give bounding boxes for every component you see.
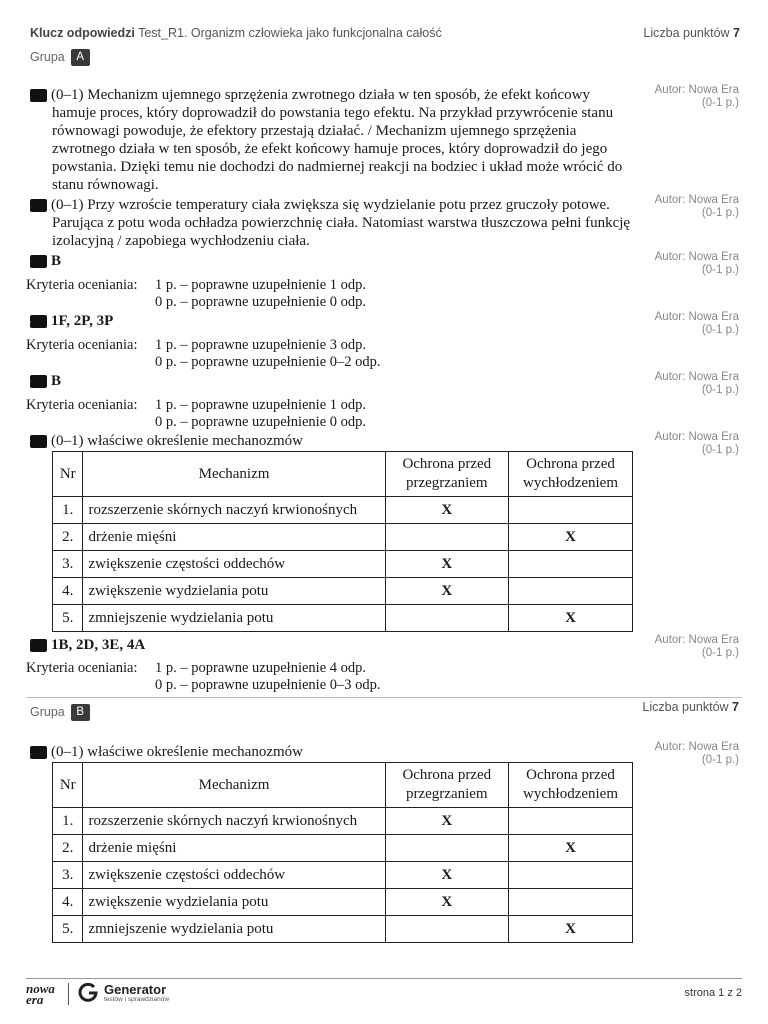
cell-cold xyxy=(509,551,633,578)
question-4-author: Autor: Nowa Era (0-1 p.) xyxy=(654,311,739,336)
cell-mechanism: zwiększenie częstości oddechów xyxy=(83,551,385,578)
cell-heat xyxy=(385,605,508,632)
group-b-points: Liczba punktów 7 xyxy=(642,700,739,714)
cell-mechanism: drżenie mięśni xyxy=(83,835,385,862)
document-title: Klucz odpowiedzi Test_R1. Organizm człowieka jako funkcjonalna całość xyxy=(30,26,442,40)
document-header xyxy=(30,26,740,40)
table-row xyxy=(53,497,633,524)
question-2-author: Autor: Nowa Era (0-1 p.) xyxy=(654,194,739,219)
logo-separator xyxy=(68,983,69,1005)
question-number: 7 xyxy=(30,639,47,652)
cell-cold xyxy=(509,578,633,605)
generator-g-icon xyxy=(78,982,98,1002)
table-row xyxy=(53,835,633,862)
nowa-era-logo: nowa era xyxy=(26,981,55,1007)
question-number: 1 xyxy=(30,746,47,759)
cell-heat: X xyxy=(385,889,508,916)
cell-mechanism: zwiększenie wydzielania potu xyxy=(83,578,385,605)
cell-cold: X xyxy=(509,524,633,551)
question-number: 5 xyxy=(30,375,47,388)
cell-mechanism: zwiększenie częstości oddechów xyxy=(83,862,385,889)
question-1: 1 (0–1) Mechanizm ujemnego sprzężenia zwrotnego działa w ten sposób, że efekt końcowy hamuje proces, który doprowadził do powstania tego efektu. Na przykład przywrócenie stanu równowagi powoduje, że efektory przestają działać. / Mechanizm ujemnego sprzężenia zwrotnego działa w ten sposób, że efekt końcowy hamuje proces, który doprowadził do jego powstania. Dzięki temu nie dochodzi do nadmiernej reakcji na bodziec i układ może wrócić do stanu równowagi. xyxy=(24,87,623,193)
header-cold: Ochrona przed wychłodzeniem xyxy=(509,763,633,808)
table-row xyxy=(53,605,633,632)
question-2: 2 (0–1) Przy wzroście temperatury ciała zwiększa się wydzielanie potu przez gruczoły potowe. Parująca z potu woda ochładza powierzchnię ciała. Natomiast warstwa tłuszczowa pełni funkcję izolacyjną / zapobiega wychłodzeniu ciała. xyxy=(24,197,631,249)
cell-nr: 2. xyxy=(53,524,83,551)
footer-divider xyxy=(26,978,742,979)
mechanism-table-a xyxy=(52,451,633,632)
cell-nr: 5. xyxy=(53,605,83,632)
page-number: strona 1 z 2 xyxy=(684,987,742,999)
answer: 1B, 2D, 3E, 4A xyxy=(51,637,146,653)
cell-mechanism: zwiększenie wydzielania potu xyxy=(83,889,385,916)
header-nr: Nr xyxy=(53,452,83,497)
question-3 xyxy=(24,252,635,270)
cell-cold: X xyxy=(509,835,633,862)
group-b-label: Grupa B xyxy=(30,704,90,721)
group-b-badge: B xyxy=(71,704,90,721)
table-row xyxy=(53,808,633,835)
cell-mechanism: rozszerzenie skórnych naczyń krwionośnych xyxy=(83,808,385,835)
cell-heat: X xyxy=(385,578,508,605)
question-number: 6 xyxy=(30,435,47,448)
cell-nr: 1. xyxy=(53,808,83,835)
group-divider xyxy=(26,697,742,698)
table-row xyxy=(53,551,633,578)
answer: B xyxy=(51,373,62,389)
cell-heat: X xyxy=(385,862,508,889)
cell-cold: X xyxy=(509,605,633,632)
question-3-criteria: Kryteria oceniania: 1 p. – poprawne uzupełnienie 1 odp. 0 p. – poprawne uzupełnienie 0 odp. xyxy=(26,277,367,310)
question-3-author: Autor: Nowa Era (0-1 p.) xyxy=(654,251,739,276)
cell-cold xyxy=(509,862,633,889)
table-row xyxy=(53,862,633,889)
cell-heat: X xyxy=(385,808,508,835)
header-heat: Ochrona przed przegrzaniem xyxy=(385,452,508,497)
question-7-criteria: Kryteria oceniania: 1 p. – poprawne uzupełnienie 4 odp. 0 p. – poprawne uzupełnienie 0–3 odp. xyxy=(26,660,381,693)
cell-heat xyxy=(385,835,508,862)
table-header-row xyxy=(53,452,633,497)
table-header-row xyxy=(53,763,633,808)
question-7 xyxy=(24,636,635,654)
header-mechanism: Mechanizm xyxy=(83,452,385,497)
question-number: 3 xyxy=(30,255,47,268)
question-5-criteria: Kryteria oceniania: 1 p. – poprawne uzupełnienie 1 odp. 0 p. – poprawne uzupełnienie 0 odp. xyxy=(26,397,367,430)
question-b1: 1 (0–1) właściwe określenie mechanozmów xyxy=(24,744,303,760)
cell-nr: 4. xyxy=(53,578,83,605)
question-number: 2 xyxy=(30,199,47,212)
question-1-author: Autor: Nowa Era (0-1 p.) xyxy=(654,84,739,109)
question-6: 6 (0–1) właściwe określenie mechanozmów xyxy=(24,433,303,449)
group-a-badge: A xyxy=(71,49,90,66)
question-5-author: Autor: Nowa Era (0-1 p.) xyxy=(654,371,739,396)
cell-nr: 2. xyxy=(53,835,83,862)
question-4-criteria: Kryteria oceniania: 1 p. – poprawne uzupełnienie 3 odp. 0 p. – poprawne uzupełnienie 0–2 odp. xyxy=(26,337,381,370)
answer: B xyxy=(51,253,62,269)
question-6-author: Autor: Nowa Era (0-1 p.) xyxy=(654,431,739,456)
cell-nr: 3. xyxy=(53,551,83,578)
header-mechanism: Mechanizm xyxy=(83,763,385,808)
question-number: 1 xyxy=(30,89,47,102)
cell-mechanism: zmniejszenie wydzielania potu xyxy=(83,916,385,943)
cell-nr: 3. xyxy=(53,862,83,889)
group-a-label: Grupa A xyxy=(30,49,90,66)
question-number: 4 xyxy=(30,315,47,328)
mechanism-table-b xyxy=(52,762,633,943)
cell-heat: X xyxy=(385,497,508,524)
header-cold: Ochrona przed wychłodzeniem xyxy=(509,452,633,497)
cell-cold: X xyxy=(509,916,633,943)
table-row xyxy=(53,889,633,916)
cell-cold xyxy=(509,497,633,524)
cell-nr: 5. xyxy=(53,916,83,943)
question-4 xyxy=(24,312,635,330)
table-row xyxy=(53,916,633,943)
question-b1-author: Autor: Nowa Era (0-1 p.) xyxy=(654,741,739,766)
cell-mechanism: drżenie mięśni xyxy=(83,524,385,551)
cell-heat: X xyxy=(385,551,508,578)
cell-cold xyxy=(509,808,633,835)
cell-heat xyxy=(385,524,508,551)
cell-mechanism: rozszerzenie skórnych naczyń krwionośnych xyxy=(83,497,385,524)
points-total: Liczba punktów 7 xyxy=(643,26,740,40)
cell-heat xyxy=(385,916,508,943)
cell-mechanism: zmniejszenie wydzielania potu xyxy=(83,605,385,632)
question-7-author: Autor: Nowa Era (0-1 p.) xyxy=(654,634,739,659)
question-5 xyxy=(24,372,635,390)
table-row xyxy=(53,578,633,605)
header-nr: Nr xyxy=(53,763,83,808)
cell-cold xyxy=(509,889,633,916)
header-heat: Ochrona przed przegrzaniem xyxy=(385,763,508,808)
cell-nr: 4. xyxy=(53,889,83,916)
cell-nr: 1. xyxy=(53,497,83,524)
answer: 1F, 2P, 3P xyxy=(51,313,114,329)
table-row xyxy=(53,524,633,551)
